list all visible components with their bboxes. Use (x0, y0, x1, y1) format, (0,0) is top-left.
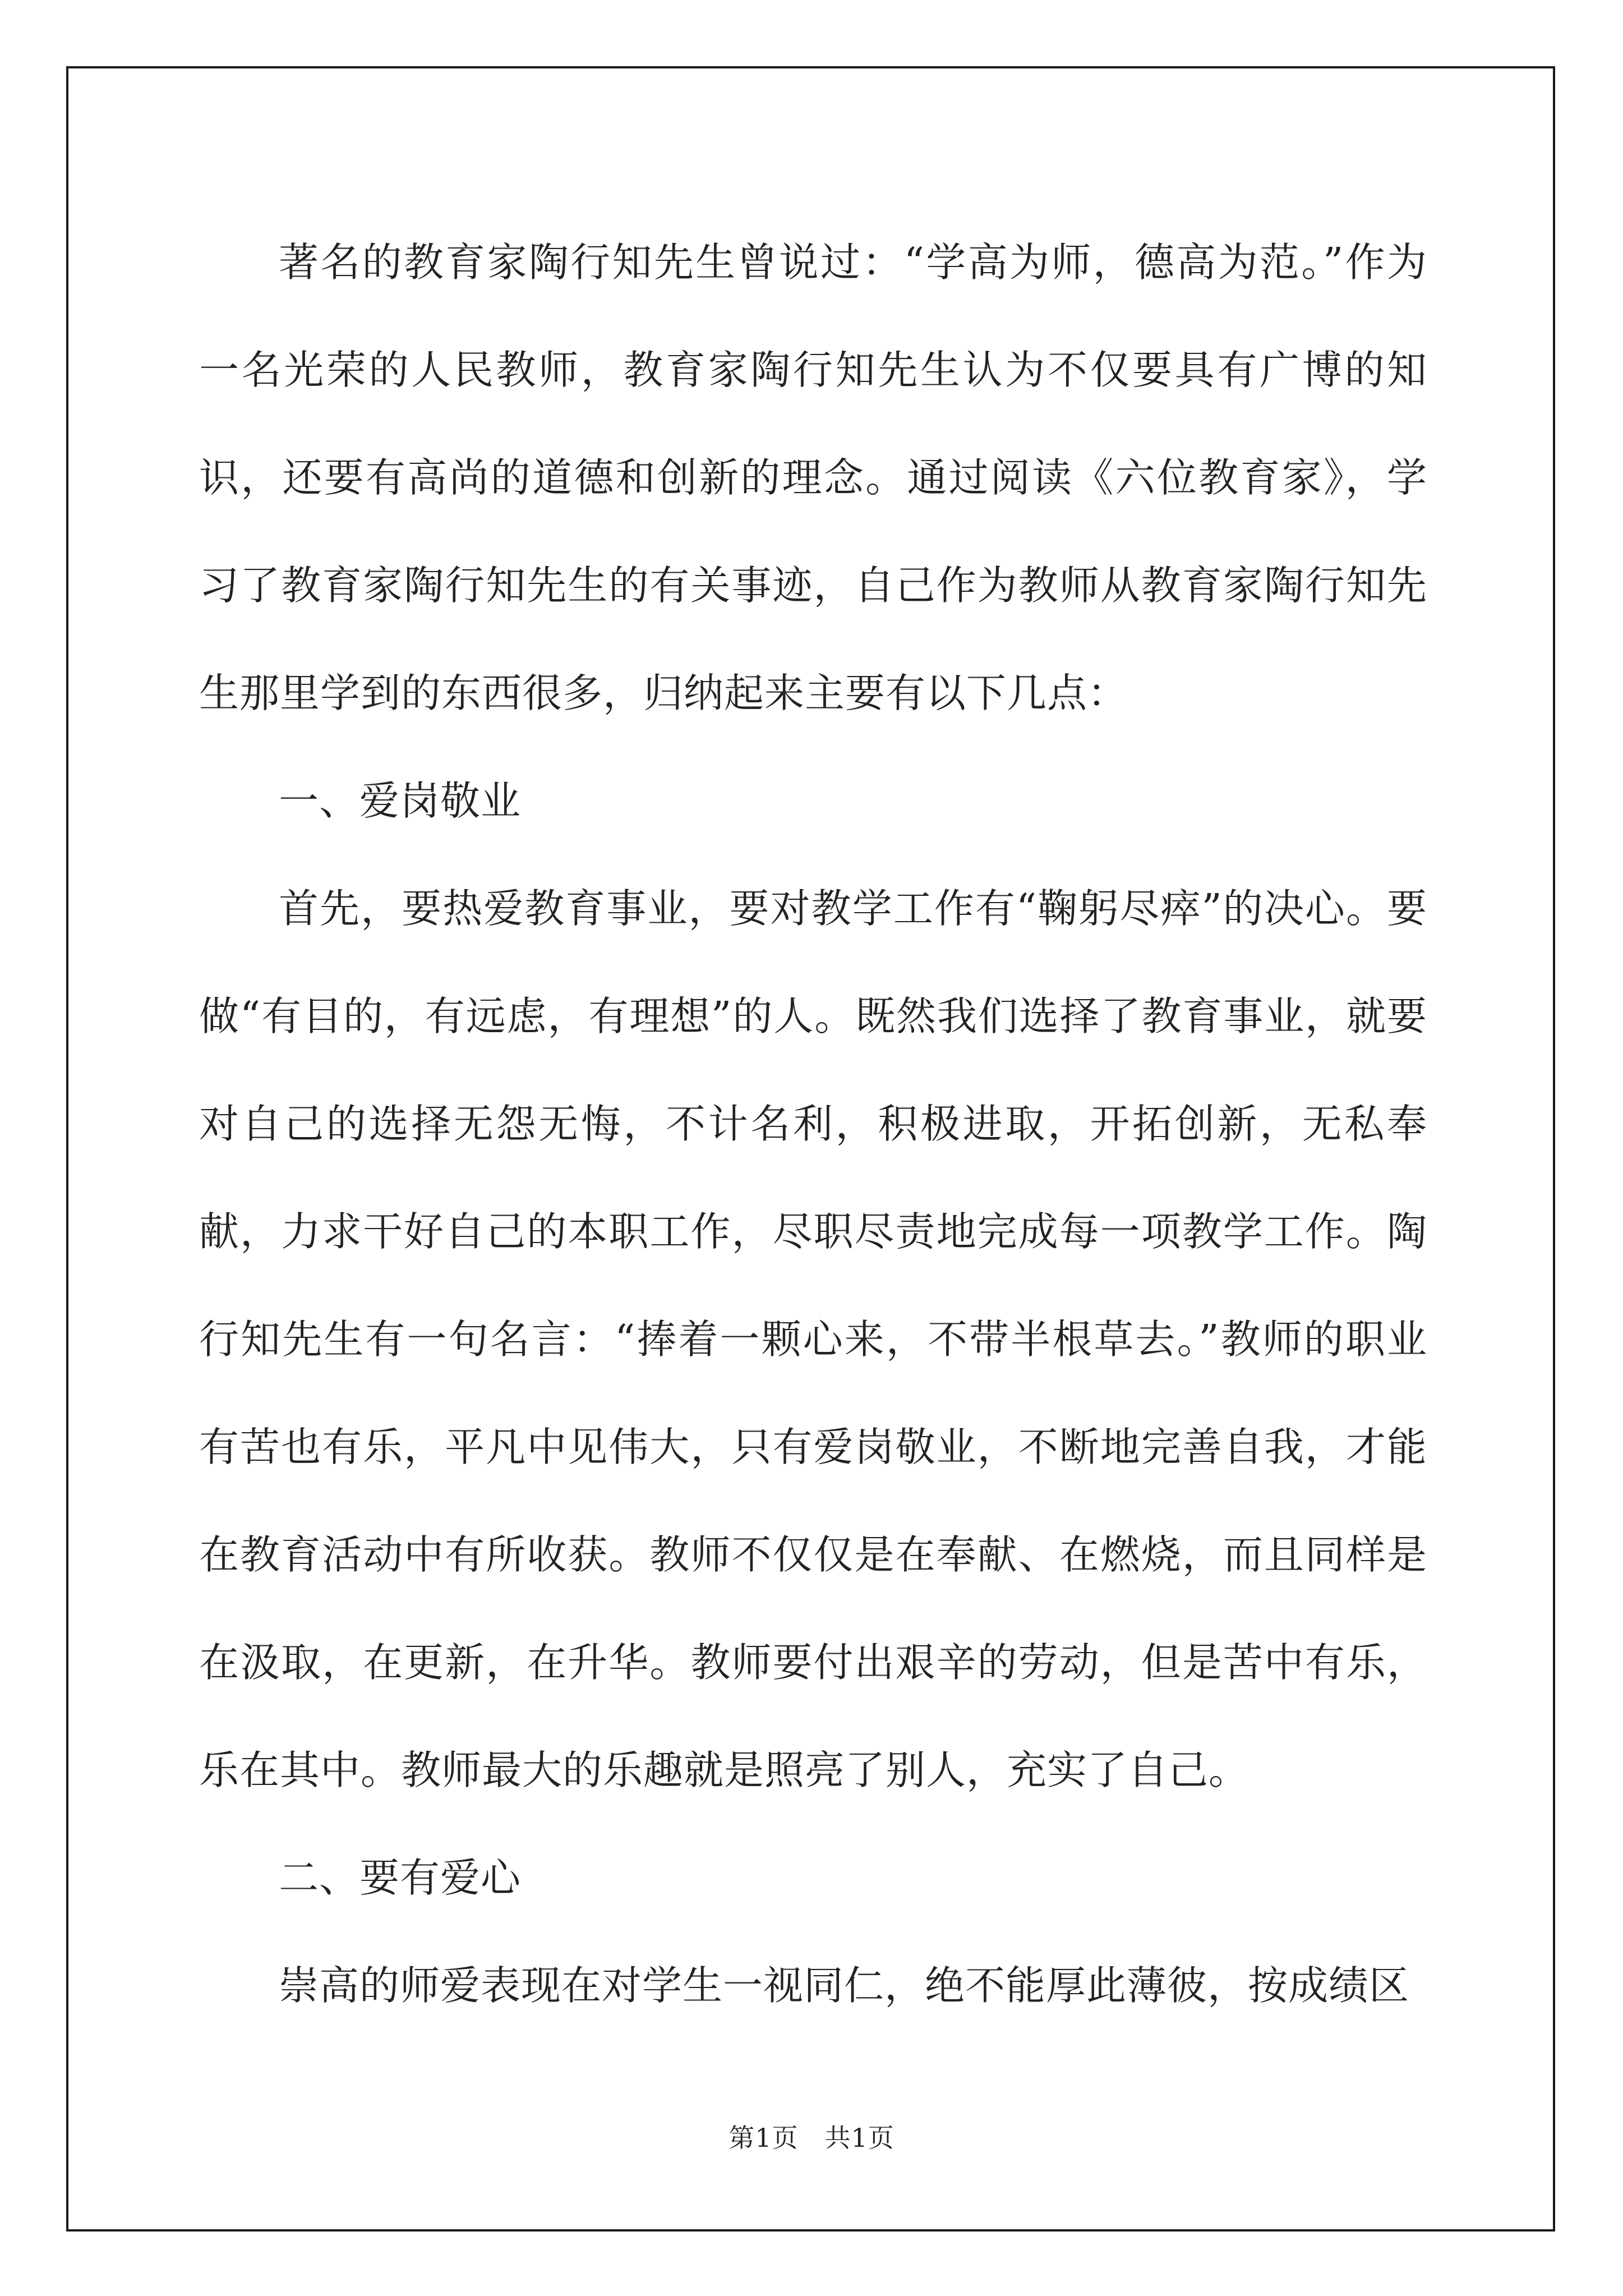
document-body (199, 209, 1427, 2040)
section-heading-2: 二、要有爱心 (279, 1855, 522, 1901)
paragraph-section-1: 首先，要热爱教育事业，要对教学工作有“鞠躬尽瘁”的决心。要做“有目的，有远虑，有理想”的人。既然我们选择了教育事业，就要对自己的选择无怨无悔，不计名利，积极进取，开拓创新，无私奉献，力求干好自己的本职工作，尽职尽责地完成每一项教学工作。陶行知先生有一句名言：“捧着一颗心来，不带半根草去。”教师的职业有苦也有乐，平凡中见伟大，只有爱岗敬业，不断地完善自我，才能在教育活动中有所收获。教师不仅仅是在奉献、在燃烧，而且同样是在汲取，在更新，在升华。教师要付出艰辛的劳动，但是苦中有乐，乐在其中。教师最大的乐趣就是照亮了别人，充实了自己。 (199, 885, 1427, 1793)
section-heading-1: 一、爱岗敬业 (279, 777, 522, 824)
paragraph-intro: 著名的教育家陶行知先生曾说过：“学高为师，德高为范。”作为一名光荣的人民教师，教育家陶行知先生认为不仅要具有广博的知识，还要有高尚的道德和创新的理念。通过阅读《六位教育家》，学习了教育家陶行知先生的有关事迹，自己作为教师从教育家陶行知先生那里学到的东西很多，归纳起来主要有以下几点： (199, 239, 1427, 716)
page-footer: 第1页 共1页 (728, 2123, 895, 2153)
paragraph-section-2: 崇高的师爱表现在对学生一视同仁，绝不能厚此薄彼，按成绩区 (279, 1962, 1410, 2009)
